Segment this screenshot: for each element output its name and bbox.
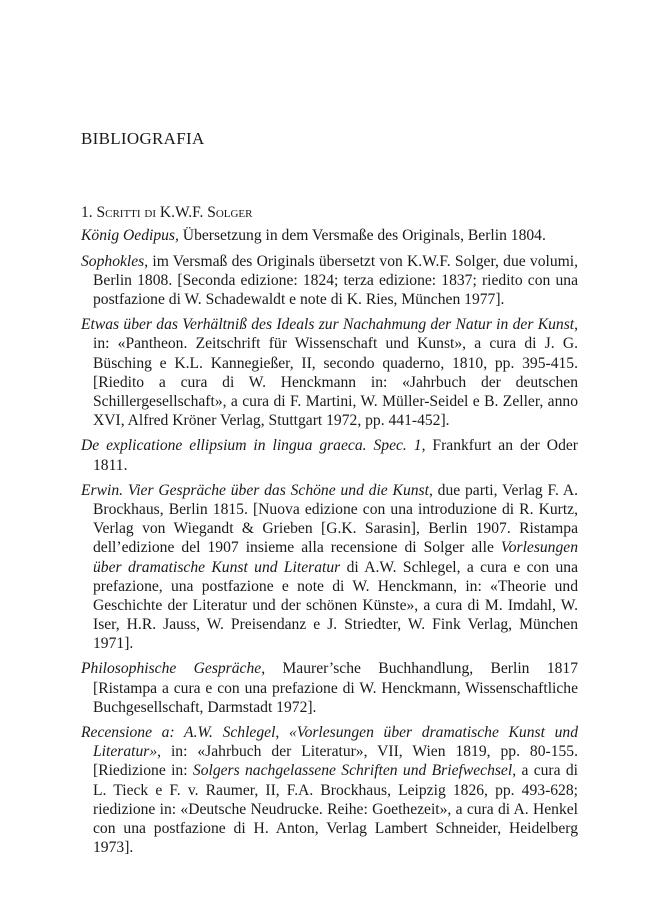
section-number: 1. [81, 204, 93, 221]
entry-title: Philosophische Gespräche [81, 660, 262, 678]
entry-cited-title: Vorlesungen über dramatische Kunst und Literatur [93, 539, 578, 576]
entry-title: Erwin. Vier Gespräche über das Schöne und die Kunst [81, 482, 429, 500]
entry-details: , in: «Pantheon. Zeitschrift für Wissenschaft und Kunst», a cura di J. G. Büsching e K.L. Kannegießer, II, secondo quaderno, 1810, pp. 395-415. [Riedito a cura di W. Henckmann in: «Jahrbuch der deutschen Schillergesellschaft», a cura di F. Martini, W. Müller-Seidel e B. Zeller, anno XVI, Alfred Kröner Verlag, Stuttgart 1972, pp. 441-452]. [93, 316, 578, 429]
entry-title: Recensione a: A.W. Schlegel, «Vorlesungen über dramatische Kunst und Literatur» [81, 724, 578, 761]
bibliography-entry [81, 481, 578, 653]
section-title: Scritti di K.W.F. Solger [96, 204, 253, 221]
entry-title: Sophokles [81, 252, 145, 270]
entry-cited-title: Solgers nachgelassene Schriften und Briefwechsel [192, 762, 513, 780]
entry-details: , Maurer’sche Buchhandlung, Berlin 1817 [Ristampa a cura e con una prefazione di W. Henckmann, Wissenschaftliche Buchgesellschaft, Darmstadt 1972]. [93, 660, 579, 716]
entry-details: Übersetzung in dem Versmaße des Originals, Berlin 1804. [178, 227, 546, 244]
bibliography-list [81, 226, 578, 863]
section-heading [81, 204, 252, 222]
bibliography-entry [81, 226, 578, 245]
entry-title: De explicatione ellipsium in lingua graeca. Spec. 1 [81, 437, 422, 455]
entry-details: , in: «Jahrbuch der Literatur», VII, Wien 1819, pp. 80-155. [Riedizione in: [93, 743, 578, 780]
bibliography-entry [81, 723, 578, 857]
entry-title: Etwas über das Verhältniß des Ideals zur Nachahmung der Natur in der Kunst [81, 316, 575, 334]
bibliography-entry [81, 436, 578, 474]
bibliography-entry [81, 315, 578, 430]
entry-details-continued: di A.W. Schlegel, a cura e con una prefazione, una postfazione e note di W. Henckmann, in: «Theorie und Geschichte der Literatur und der schönen Künste», a cura di M. Imdahl, W. Iser, H.R. Jauss, W. Preisendanz e J. Striedter, W. Fink Verlag, München 1971]. [93, 558, 578, 652]
page-title: BIBLIOGRAFIA [81, 129, 205, 148]
bibliography-entry [81, 659, 578, 716]
entry-details-continued: , a cura di L. Tieck e F. v. Raumer, II, F.A. Brockhaus, Leipzig 1826, pp. 493-628; riedizione in: «Deutsche Neudrucke. Reihe: Goethezeit», a cura di A. Henkel con una postfazione di H. Anton, Verlag Lambert Schneider, Heidelberg 1973]. [93, 762, 578, 856]
entry-details: , Frankfurt an der Oder 1811. [93, 437, 578, 474]
bibliography-entry [81, 252, 578, 309]
entry-details: , im Versmaß des Originals übersetzt von K.W.F. Solger, due volumi, Berlin 1808. [Seconda edizione: 1824; terza edizione: 1837; riedito con una postfazione di W. Schadewaldt e note di K. Ries, München 1977]. [93, 252, 578, 308]
entry-details: , due parti, Verlag F. A. Brockhaus, Berlin 1815. [Nuova edizione con una introduzione di R. Kurtz, Verlag von Wiegandt & Grieben [G.K. Sarasin], Berlin 1907. Ristampa dell’edizione del 1907 insieme alla recensione di Solger alle [93, 482, 578, 557]
entry-title: König Oedipus, [81, 227, 179, 244]
